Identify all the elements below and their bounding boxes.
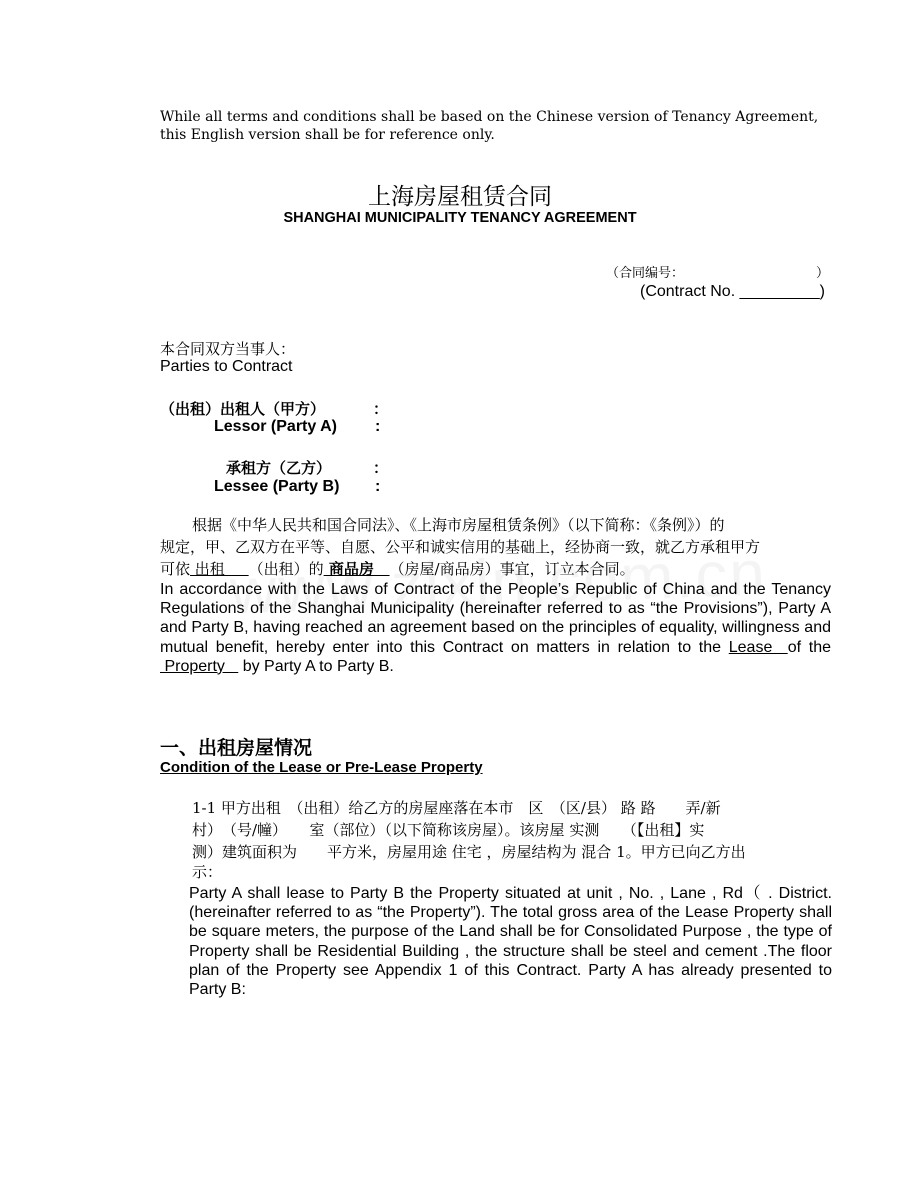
- intro-en-lease: Lease: [728, 638, 788, 656]
- intro-en-main: In accordance with the Laws of Contract of the People’s Republic of China and the Tenancy Regulations of the Shanghai Municipality (hereinafter referred to as “the Provisions”), Party A and Party B, having reached an agreement based on the principles of equality, willingness and mutual benefit, hereby enter into this Contract on matters in relation to the: [160, 581, 831, 656]
- contract-number-cn-label: （合同编号：: [606, 266, 685, 281]
- section1-heading-english: Condition of the Lease or Pre-Lease Property: [160, 759, 483, 776]
- clause-1-1-chinese-line-4: 示：: [192, 863, 223, 881]
- intro-chinese-line-2: 规定，甲、乙双方在平等、自愿、公平和诚实信用的基础上，经协商一致，就乙方承租甲方: [160, 538, 761, 556]
- lessee-label-english: Lessee (Party B): [214, 478, 340, 495]
- parties-heading-english: Parties to Contract: [160, 358, 293, 375]
- parties-heading-chinese: 本合同双方当事人：: [160, 340, 296, 358]
- clause-1-1-chinese-line-1: 1-1 甲方出租 （出租）给乙方的房屋座落在本市 区 （区/县） 路 路 弄/新: [192, 799, 721, 817]
- contract-number-english: (Contract No. _________): [640, 283, 825, 300]
- disclaimer-text: While all terms and conditions shall be based on the Chinese version of Tenancy Agreement, this English version shall be for reference only.: [160, 109, 819, 143]
- contract-number-cn-close: ）: [816, 266, 830, 281]
- clause-1-1-english: Party A shall lease to Party B the Property situated at unit , No. , Lane , Rd（ . District. (hereinafter referred to as “the Property”). The total gross area of the Lease Property shall be square meters, the purpose of the Land shall be for Consolidated Purpose , the type of Property shall be Residential Building , the structure shall be steel and cement .The floor plan of the Property see Appendix 1 of this Contract. Party A has already presented to Party B:: [189, 885, 832, 999]
- intro-chinese-line-3: [160, 558, 832, 580]
- intro-en-property: Property: [160, 657, 239, 675]
- section1-heading-chinese: 一、出租房屋情况: [160, 737, 313, 759]
- title-english: SHANGHAI MUNICIPALITY TENANCY AGREEMENT: [283, 210, 637, 226]
- intro-english-paragraph: [160, 580, 831, 676]
- clause-1-1-chinese-line-3: 测）建筑面积为 平方米，房屋用途 住宅 ，房屋结构为 混合 1。甲方已向乙方出: [192, 843, 746, 861]
- intro-en-end: by Party A to Party B.: [238, 657, 394, 675]
- intro-cn-lease-type: 出租: [190, 560, 249, 578]
- intro-chinese-line-1: 根据《中华人民共和国合同法》、《上海市房屋租赁条例》（以下简称：《条例》）的: [192, 516, 725, 534]
- lessee-colon-english: :: [375, 478, 381, 495]
- contract-number-chinese: [606, 262, 836, 281]
- lessee-colon-chinese: ：: [373, 459, 389, 477]
- lessee-label-chinese: 承租方（乙方）: [226, 459, 332, 477]
- intro-cn-property-type: 商品房: [323, 560, 390, 578]
- lessor-label-english: Lessor (Party A): [214, 418, 337, 435]
- intro-cn-segment: （出租）的: [248, 560, 324, 578]
- intro-cn-segment: （房屋/商品房）事宜，订立本合同。: [389, 560, 635, 578]
- lessor-colon-english: :: [375, 418, 381, 435]
- intro-cn-segment: 可依: [160, 560, 191, 578]
- lessor-label-chinese: （出租）出租人（甲方）: [160, 400, 326, 418]
- clause-1-1-chinese-line-2: 村） （号/幢） 室（部位）（以下简称该房屋）。该房屋 实测 （【出租】实: [192, 821, 705, 839]
- title-chinese: 上海房屋租赁合同: [368, 184, 552, 210]
- lessor-colon-chinese: ：: [373, 400, 389, 418]
- intro-en-of: of the: [787, 638, 832, 656]
